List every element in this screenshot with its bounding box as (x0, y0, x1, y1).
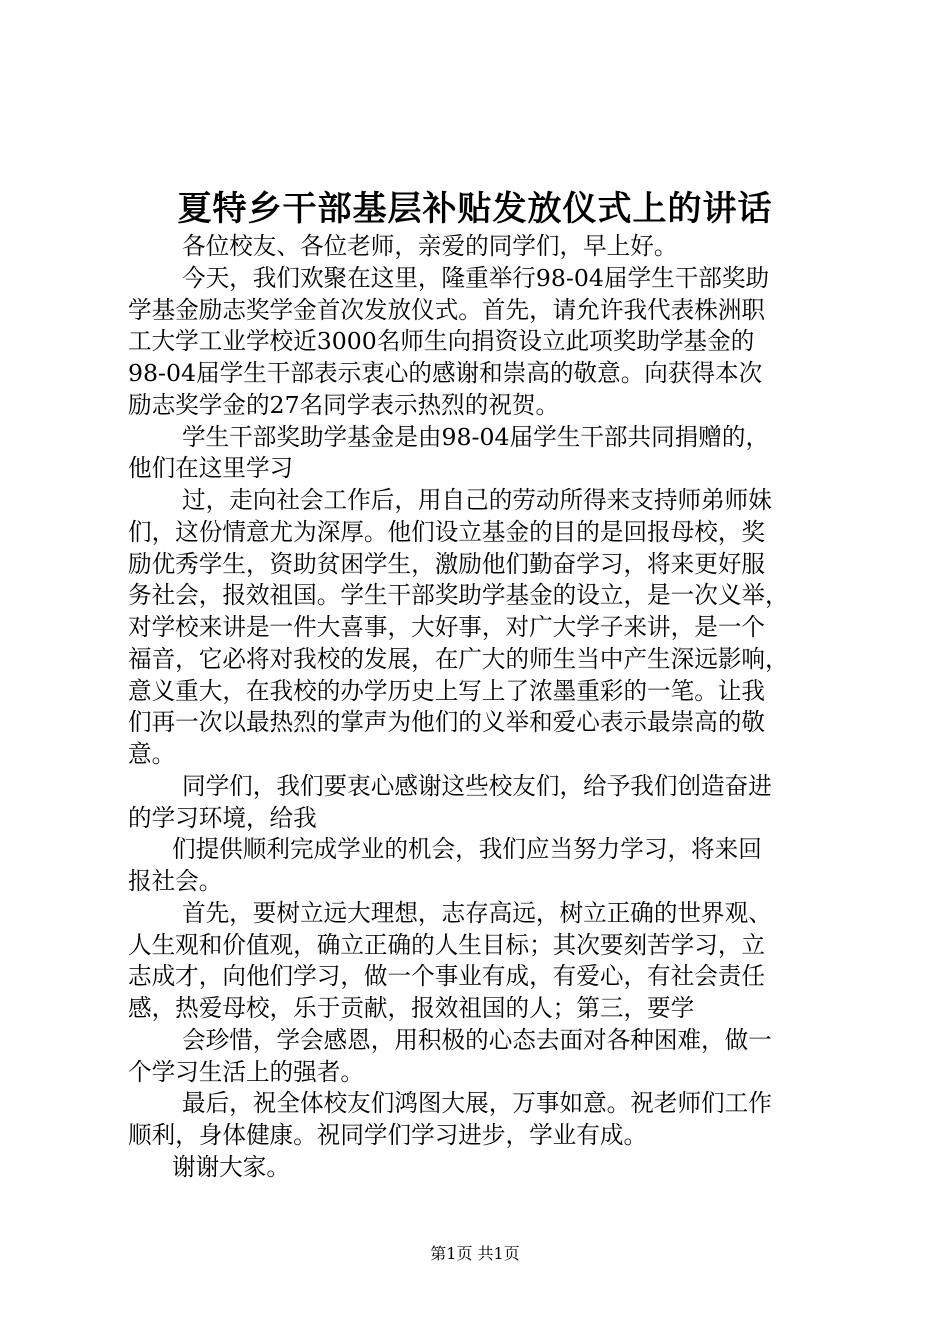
text-line: 对学校来讲是一件大喜事，大好事，对广大学子来讲，是一个 (128, 613, 766, 641)
text-line: 报社会。 (128, 867, 223, 895)
text-line: 今天，我们欢聚在这里，隆重举行98-04届学生干部奖助 (182, 263, 770, 292)
text-line: 最后，祝全体校友们鸿图大展，万事如意。祝老师们工作 (182, 1089, 772, 1118)
text-line: 意义重大，在我校的办学历史上写上了浓墨重彩的一笔。让我 (128, 676, 766, 705)
text-line: 谢谢大家。 (172, 1152, 290, 1181)
text-line: 98-04届学生干部表示衷心的感谢和崇高的敬意。向获得本次 (128, 359, 763, 387)
text-line: 他们在这里学习 (128, 454, 294, 483)
text-line: 各位校友、各位老师，亲爱的同学们，早上好。 (182, 232, 678, 260)
page-title: 夏特乡干部基层补贴发放仪式上的讲话 (177, 189, 773, 229)
text-line: 务社会，报效祖国。学生干部奖助学基金的设立，是一次义举， (128, 581, 789, 610)
text-line: 人生观和价值观，确立正确的人生目标；其次要刻苦学习，立 (128, 930, 766, 959)
text-line: 学生干部奖助学基金是由98-04届学生干部共同捐赠的， (182, 422, 770, 451)
text-line: 励志奖学金的27名同学表示热烈的祝贺。 (128, 390, 560, 419)
text-line: 个学习生活上的强者。 (128, 1057, 364, 1086)
text-line: 意。 (128, 740, 176, 768)
text-line: 福音，它必将对我校的发展，在广大的师生当中产生深远影响， (128, 644, 789, 673)
document-body (128, 231, 828, 1184)
text-line: 们提供顺利完成学业的机会，我们应当努力学习，将来回 (172, 835, 762, 864)
text-line: 首先，要树立远大理想，志存高远，树立正确的世界观、 (182, 898, 772, 927)
text-line: 们，这份情意尤为深厚。他们设立基金的目的是回报母校，奖 (128, 517, 766, 546)
text-line: 的学习环境，给我 (128, 803, 317, 832)
page-footer: 第1页 共1页 (430, 1244, 520, 1263)
text-line: 志成才，向他们学习，做一个事业有成，有爱心，有社会责任 (128, 962, 766, 991)
text-line: 感，热爱母校，乐于贡献，报效祖国的人；第三，要学 (128, 994, 695, 1022)
text-line: 过，走向社会工作后，用自己的劳动所得来支持师弟师妹 (182, 486, 772, 514)
text-line: 励优秀学生，资助贫困学生，激励他们勤奋学习，将来更好服 (128, 549, 766, 578)
text-line: 们再一次以最热烈的掌声为他们的义举和爱心表示最崇高的敬 (128, 708, 766, 737)
text-line: 会珍惜，学会感恩，用积极的心态去面对各种困难，做一 (182, 1025, 772, 1054)
text-line: 学基金励志奖学金首次发放仪式。首先，请允许我代表株洲职 (128, 295, 766, 324)
text-line: 工大学工业学校近3000名师生向捐资设立此项奖助学基金的 (128, 327, 755, 356)
text-line: 顺利，身体健康。祝同学们学习进步，学业有成。 (128, 1121, 648, 1149)
text-line: 同学们，我们要衷心感谢这些校友们，给予我们创造奋进 (182, 771, 772, 800)
